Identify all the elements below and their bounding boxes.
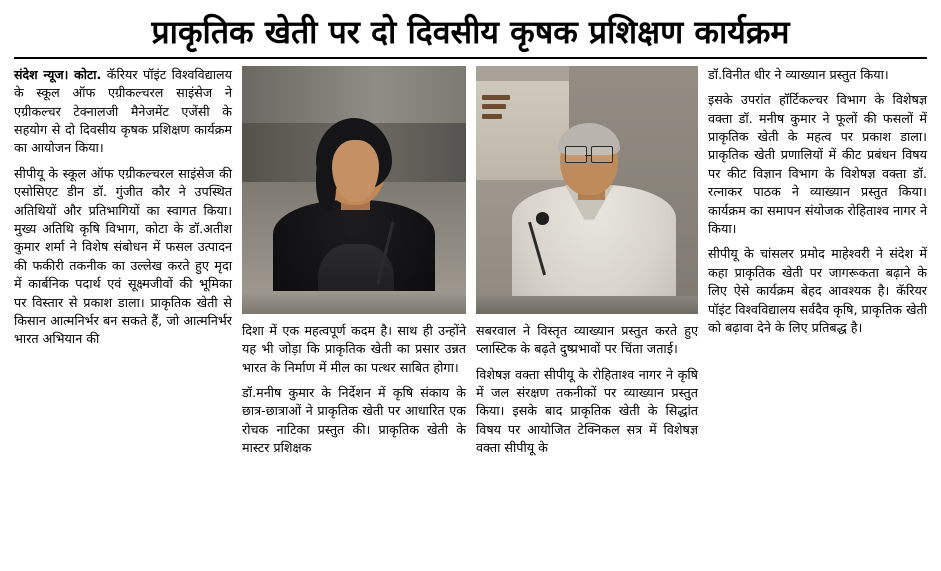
eyeglasses-icon — [565, 146, 587, 163]
headline-divider — [14, 57, 927, 59]
event-banner — [476, 81, 569, 180]
banner-text-line — [482, 95, 510, 100]
article-column-4 — [708, 66, 927, 345]
article-columns — [14, 66, 927, 546]
paragraph: सबरवाल ने विस्तृत व्याख्यान प्रस्तुत करते हुए प्लास्टिक के बढ़ते दुष्प्रभावों पर चिंता जताई। — [476, 322, 698, 357]
paragraph: विशेषज्ञ वक्ता सीपीयू के रोहिताश्व नागर ने कृषि में जल संरक्षण तकनीकों पर व्याख्यान प्रस्तुत किया। इसके बाद प्राकृतिक खेती के सिद्धांत विषय पर आयोजित टेक्निकल सत्र में विशेषज्ञ वक्ता सीपीयू के — [476, 366, 698, 456]
byline: संदेश न्यूज। कोटा. — [14, 66, 102, 82]
paragraph: सीपीयू के चांसलर प्रमोद माहेश्वरी ने संदेश में कहा प्राकृतिक खेती पर जागरूकता बढ़ाने के लिए ऐसे कार्यक्रम बेहद आवश्यक है। कॅरियर पॉइंट विश्वविद्यालय सर्वदैव कृषि, प्राकृतिक खेती को बढ़ावा देने के लिए प्रतिबद्ध है। — [708, 246, 927, 336]
eyeglasses-bridge — [585, 155, 592, 157]
eyeglasses-icon — [591, 146, 613, 163]
podium — [242, 291, 466, 313]
microphone-head — [536, 212, 549, 224]
photo-woman-speaker — [242, 66, 466, 314]
lead-paragraph — [14, 66, 232, 158]
article-column-1 — [14, 66, 242, 356]
page-title: प्राकृतिक खेती पर दो दिवसीय कृषक प्रशिक्षण कार्यक्रम — [151, 13, 790, 51]
paragraph: इसके उपरांत हॉर्टिकल्चर विभाग के विशेषज्ञ वक्ता डॉ. मनीष कुमार ने फूलों की फसलों में प्राकृतिक खेती के महत्व पर प्रकाश डाला। प्राकृतिक खेती प्रणालियों में कीट प्रबंधन विषय पर कीट विज्ञान विभाग के विशेषज्ञ वक्ता डॉ. रत्नाकर पाठक ने व्याख्यान प्रस्तुत किया। कार्यक्रम का समापन संयोजक रोहिताश्व नागर ने किया। — [708, 92, 927, 237]
paragraph-text: कॅरियर पॉइंट विश्वविद्यालय के स्कूल ऑफ एग्रीकल्चरल साइंसेज ने एग्रीकल्चर टेक्नालजी मैनेजमेंट एजेंसी के सहयोग से दो दिवसीय कृषक प्रशिक्षण कार्यक्रम का आयोजन किया। — [14, 66, 232, 156]
banner-text-line — [482, 104, 506, 109]
photo-background-upper — [242, 66, 466, 123]
paragraph: डॉ.विनीत धीर ने व्याख्यान प्रस्तुत किया। — [708, 66, 889, 82]
banner-text-line — [482, 114, 503, 119]
desk — [476, 296, 698, 313]
article-column-3 — [476, 66, 708, 465]
article-column-2 — [242, 66, 476, 465]
paragraph: डॉ.मनीष कुमार के निर्देशन में कृषि संकाय के छात्र-छात्राओं ने प्राकृतिक खेती पर आधारित एक रोचक नाटिका प्रस्तुत की। प्राकृतिक खेती के मास्टर प्रशिक्षक — [242, 385, 466, 456]
paragraph: सीपीयू के स्कूल ऑफ एग्रीकल्चरल साइंसेज की एसोसिएट डीन डॉ. गुंजीत कौर ने उपस्थित अतिथियों और प्रतिभागियों का स्वागत किया। मुख्य अतिथि कृषि विभाग, कोटा के डॉ.अतीश कुमार शर्मा ने विशेष संबोधन में फसल उत्पादन की फकीरी तकनीक का उल्लेख करते हुए मृदा में कार्बनिक पदार्थ एवं सूक्ष्मजीवों की भूमिका पर विस्तार से प्रकाश डाला। प्राकृतिक खेती से किसान आत्मनिर्भर बन सकते हैं, जो आत्मनिर्भर भारत अभियान की — [14, 165, 232, 347]
photo-man-speaker — [476, 66, 698, 314]
paragraph: दिशा में एक महत्वपूर्ण कदम है। साथ ही उन्होंने यह भी जोड़ा कि प्राकृतिक खेती का प्रसार उन्नत भारत के निर्माण में मील का पत्थर साबित होगा। — [242, 322, 466, 375]
